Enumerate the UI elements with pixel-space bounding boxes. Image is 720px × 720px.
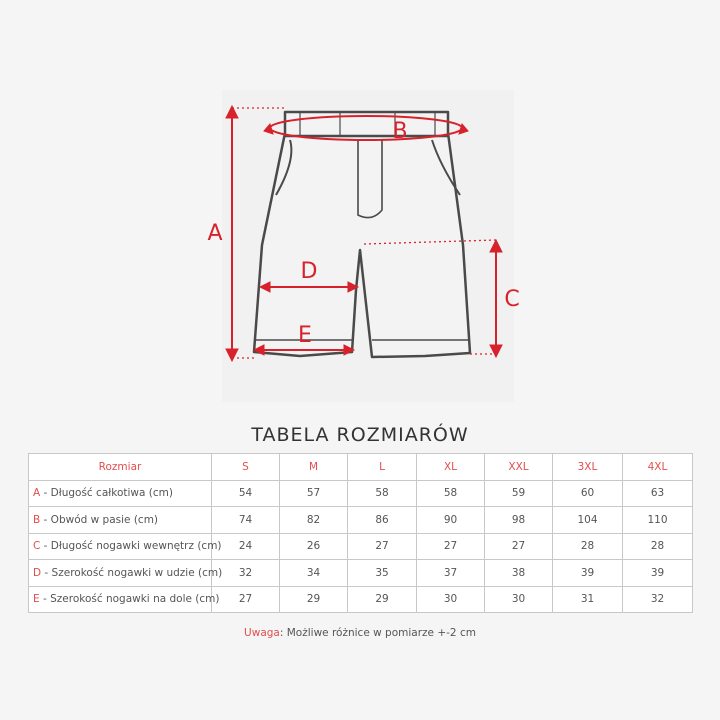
row-description: - Szerokość nogawki na dole (cm): [39, 593, 220, 606]
header-xl: XL: [417, 454, 485, 481]
table-cell: 54: [212, 480, 280, 507]
table-cell: 29: [280, 586, 348, 613]
row-label: [29, 480, 212, 507]
row-label: [29, 560, 223, 587]
table-cell: 28: [623, 533, 693, 560]
table-cell: 90: [417, 507, 485, 534]
label-d: D: [300, 259, 318, 284]
size-table: [28, 453, 693, 613]
row-description: - Długość całkotiwa (cm): [40, 487, 173, 500]
table-cell: 59: [485, 480, 553, 507]
header-4xl: 4XL: [623, 454, 693, 481]
table-cell: 34: [280, 560, 348, 587]
header-m: M: [280, 454, 348, 481]
table-cell: 39: [623, 560, 693, 587]
row-description: - Długość nogawki wewnętrz (cm): [40, 540, 222, 553]
table-cell: 29: [348, 586, 417, 613]
header-3xl: 3XL: [553, 454, 623, 481]
measurement-note: [0, 627, 720, 639]
note-text: : Możliwe różnice w pomiarze +-2 cm: [279, 627, 476, 639]
header-l: L: [348, 454, 417, 481]
row-label: [29, 507, 212, 534]
label-c: C: [504, 287, 520, 312]
table-row: [29, 586, 693, 613]
table-cell: 86: [348, 507, 417, 534]
table-cell: 30: [485, 586, 553, 613]
row-letter: B: [33, 513, 41, 526]
row-letter: E: [33, 593, 40, 606]
table-cell: 27: [485, 533, 553, 560]
row-letter: C: [33, 540, 41, 553]
table-row: [29, 533, 693, 560]
row-label: [29, 586, 220, 613]
table-cell: 27: [212, 586, 280, 613]
table-cell: 27: [417, 533, 485, 560]
table-cell: 30: [417, 586, 485, 613]
table-cell: 57: [280, 480, 348, 507]
note-warning: Uwaga: [244, 627, 280, 639]
table-cell: 58: [417, 480, 485, 507]
row-label: [29, 533, 222, 560]
table-cell: 110: [623, 507, 693, 534]
table-cell: 39: [553, 560, 623, 587]
table-cell: 37: [417, 560, 485, 587]
table-cell: 60: [553, 480, 623, 507]
header-xxl: XXL: [485, 454, 553, 481]
table-cell: 24: [212, 533, 280, 560]
table-row: [29, 560, 693, 587]
header-size: Rozmiar: [29, 454, 212, 481]
size-table-title: TABELA ROZMIARÓW: [251, 424, 469, 446]
shorts-outline: [254, 112, 470, 357]
label-e: E: [298, 323, 312, 348]
table-cell: 104: [553, 507, 623, 534]
table-cell: 27: [348, 533, 417, 560]
label-b: B: [392, 119, 408, 144]
table-cell: 98: [485, 507, 553, 534]
table-cell: 31: [553, 586, 623, 613]
table-cell: 38: [485, 560, 553, 587]
table-cell: 32: [623, 586, 693, 613]
table-cell: 35: [348, 560, 417, 587]
row-description: - Obwód w pasie (cm): [40, 513, 159, 526]
table-cell: 28: [553, 533, 623, 560]
table-row: [29, 507, 693, 534]
table-header-row: [29, 454, 693, 481]
row-letter: A: [33, 487, 41, 500]
table-cell: 63: [623, 480, 693, 507]
label-a: A: [207, 221, 223, 246]
table-cell: 32: [212, 560, 280, 587]
row-description: - Szerokość nogawki w udzie (cm): [41, 566, 223, 579]
header-s: S: [212, 454, 280, 481]
row-letter: D: [33, 566, 42, 579]
table-cell: 26: [280, 533, 348, 560]
table-cell: 82: [280, 507, 348, 534]
table-cell: 74: [212, 507, 280, 534]
table-row: [29, 480, 693, 507]
table-cell: 58: [348, 480, 417, 507]
